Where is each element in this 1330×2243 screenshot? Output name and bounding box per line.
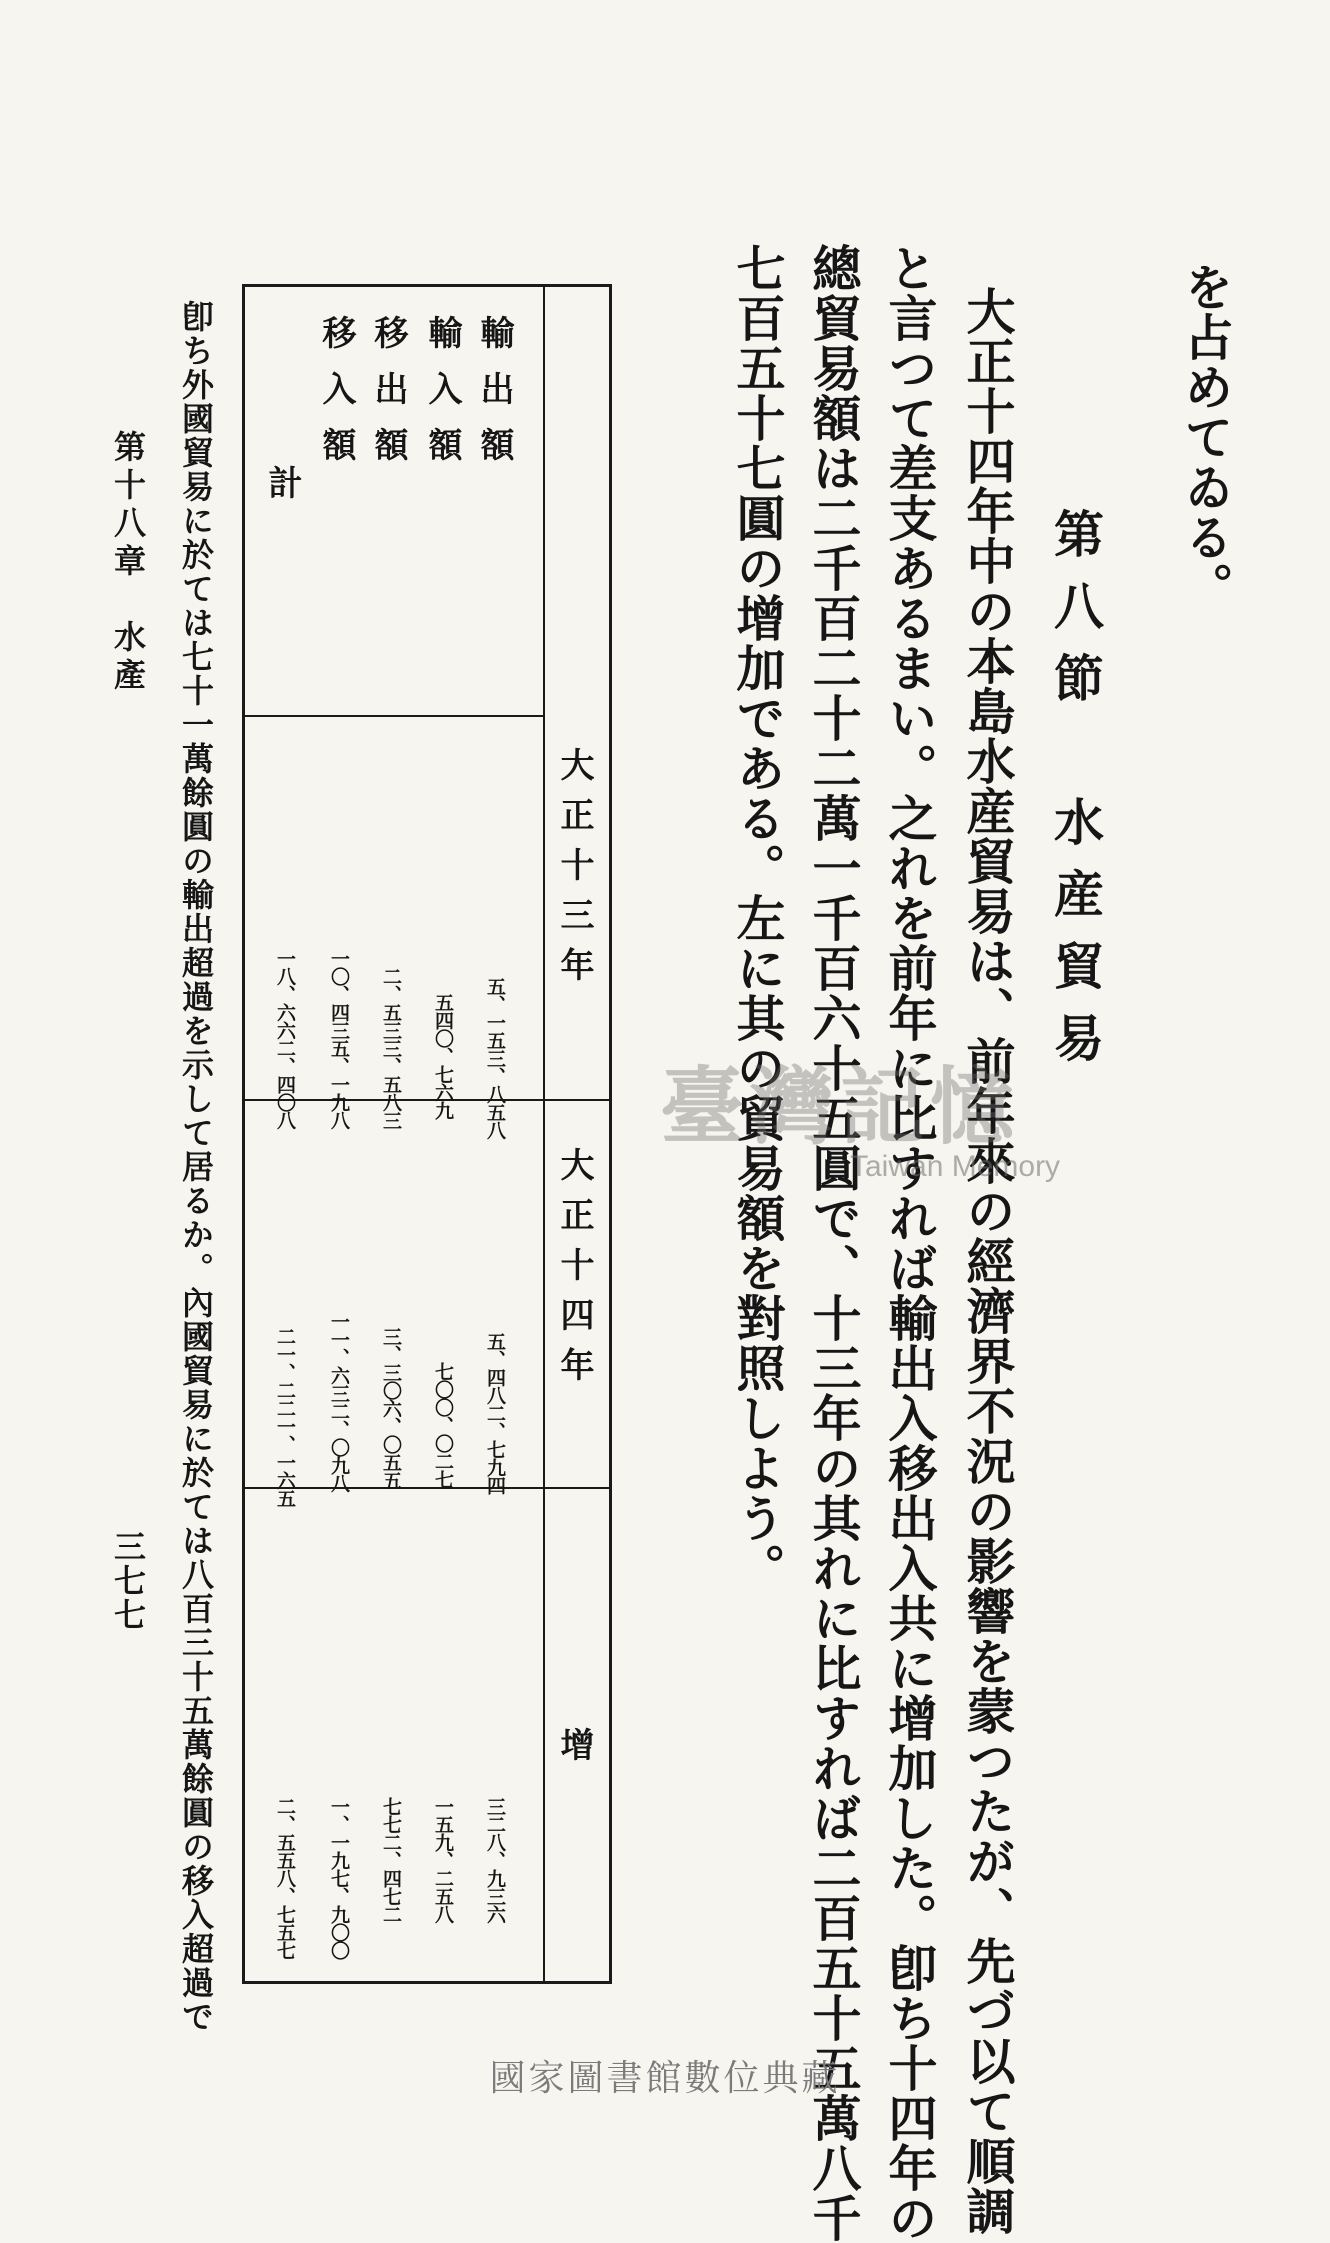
row-label-import: 輸入額	[422, 315, 462, 483]
row-label-total: 計	[262, 465, 302, 521]
paragraph-line-2: と言つて差支あるまい。之れを前年に比すれば輸出入移出入共に增加した。卽ち十四年の	[881, 243, 939, 2243]
table-header-increase: 增	[554, 1727, 594, 1777]
table-cell: 七七二、四七二	[380, 1797, 402, 1923]
table-cell: 五、四八二、七九四	[484, 1332, 506, 1494]
table-cell: 一一、六三二、〇九八	[328, 1312, 350, 1492]
table-cell: 三二八、九三六	[484, 1797, 506, 1923]
table-header-year-2: 大正十四年	[554, 1147, 594, 1397]
table-cell: 一、一九七、九〇〇	[328, 1797, 350, 1959]
section-title: 第八節 水産貿易	[1046, 508, 1105, 1084]
running-head: 第十八章 水產	[109, 430, 147, 696]
watermark-caption: Taiwan Memory	[850, 1150, 1061, 1183]
table-cell: 一五九、二五八	[432, 1797, 454, 1923]
table-cell: 五、一五三、八五八	[484, 977, 506, 1139]
trade-table	[242, 284, 612, 1984]
page-number: 三七七	[109, 1530, 147, 1632]
table-cell: 七〇〇、〇二七	[432, 1362, 454, 1488]
row-label-outbound: 移出額	[368, 315, 408, 483]
archive-credit: 國家圖書館數位典藏	[489, 2058, 841, 2099]
watermark-logo: 臺灣記憶	[660, 1057, 1021, 1156]
paragraph-line-1: 大正十四年中の本島水産貿易は、前年來の經濟界不況の影響を蒙つたが、先づ以て順調	[959, 286, 1017, 2236]
table-cell: 五四〇、七六九	[432, 993, 454, 1119]
table-cell: 二一、二二一、一六五	[274, 1327, 296, 1507]
paragraph-line-4: 七百五十七圓の增加である。左に其の貿易額を對照しよう。	[729, 243, 787, 1593]
table-cell: 一八、六六二、四〇八	[274, 949, 296, 1129]
paragraph-line-3: 總貿易額は二千百二十二萬一千百六十五圓で、十三年の其れに比すれば二百五十五萬八千	[805, 243, 863, 2243]
table-cell: 一〇、四三五、一九八	[328, 949, 350, 1129]
row-label-export: 輸出額	[474, 315, 514, 483]
continuation-text: を占めてゐる。	[1177, 262, 1235, 612]
after-table-text: 卽ち外國貿易に於ては七十一萬餘圓の輸出超過を示して居るか。內國貿易に於ては八百三十五萬餘圓の移入超過で	[177, 300, 215, 2034]
table-cell: 二、五三三、五八三	[380, 967, 402, 1129]
row-label-inbound: 移入額	[316, 315, 356, 483]
table-cell: 三、三〇六、〇五五	[380, 1327, 402, 1489]
table-cell: 二、五五八、七五七	[274, 1797, 296, 1959]
table-header-year-1: 大正十三年	[554, 747, 594, 997]
